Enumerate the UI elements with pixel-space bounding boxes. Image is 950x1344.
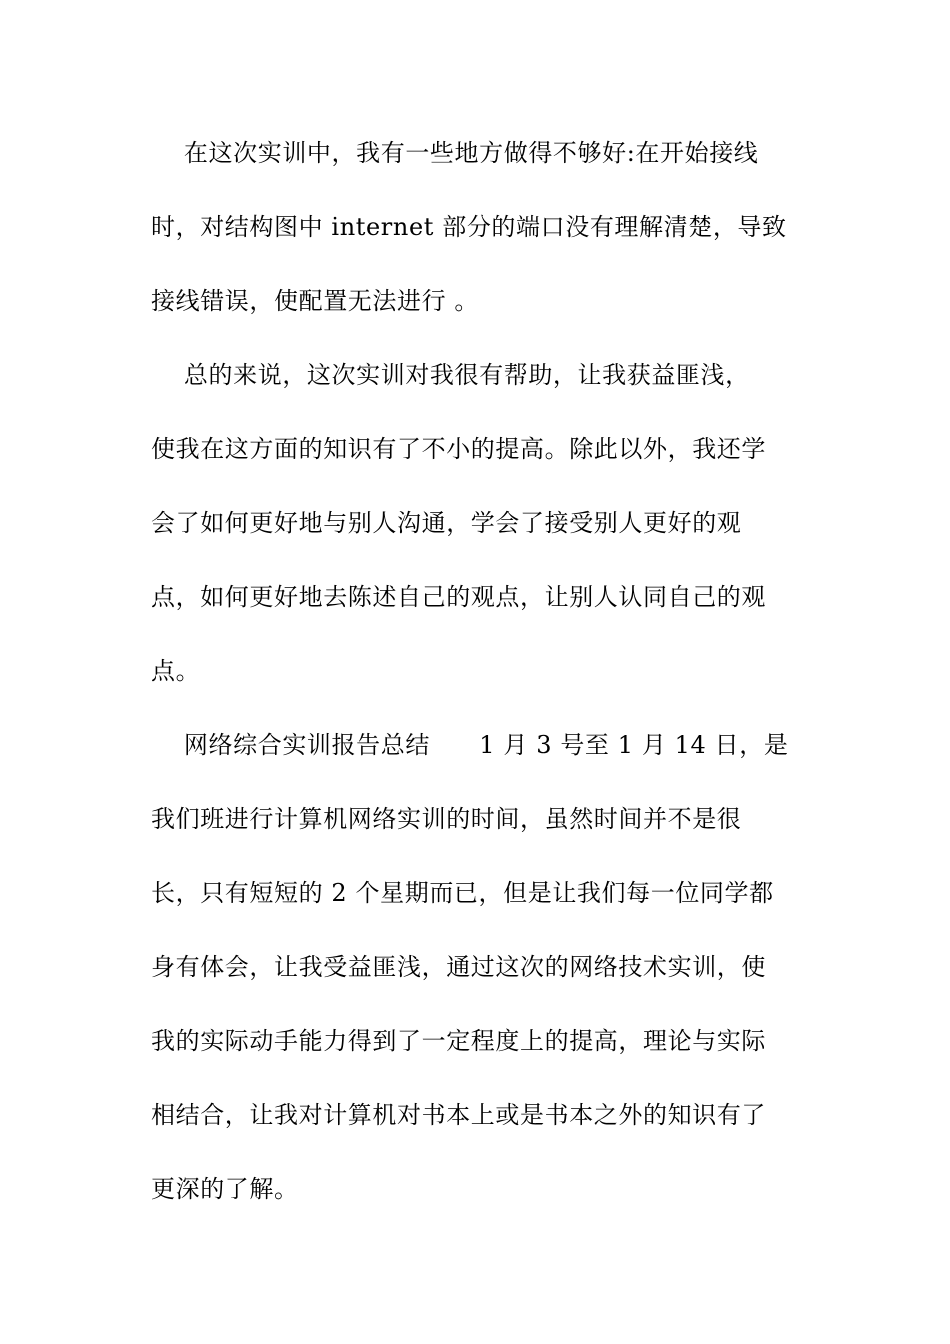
paragraph-2-line-5: 点。 [151, 657, 201, 685]
paragraph-2-line-3: 会了如何更好地与别人沟通，学会了接受别人更好的观 [151, 509, 742, 537]
paragraph-1-line-2: 时，对结构图中 internet 部分的端口没有理解清楚，导致 [151, 213, 787, 241]
paragraph-3-line-2: 我们班进行计算机网络实训的时间，虽然时间并不是很 [151, 805, 742, 833]
paragraph-3-line-4: 身有体会，让我受益匪浅，通过这次的网络技术实训，使 [151, 953, 766, 981]
paragraph-2-line-1: 总的来说，这次实训对我很有帮助，让我获益匪浅， [151, 361, 750, 389]
paragraph-3-line-1: 网络综合实训报告总结 1 月 3 号至 1 月 14 日，是 [151, 731, 789, 759]
paragraph-3-line-7: 更深的了解。 [151, 1175, 299, 1203]
paragraph-3-line-3: 长，只有短短的 2 个星期而已，但是让我们每一位同学都 [151, 879, 774, 907]
paragraph-3-line-6: 相结合，让我对计算机对书本上或是书本之外的知识有了 [151, 1101, 766, 1129]
paragraph-1-line-1: 在这次实训中，我有一些地方做得不够好:在开始接线 [151, 139, 759, 167]
paragraph-2-line-2: 使我在这方面的知识有了不小的提高。除此以外，我还学 [151, 435, 766, 463]
paragraph-2-line-4: 点，如何更好地去陈述自己的观点，让别人认同自己的观 [151, 583, 766, 611]
paragraph-3-line-5: 我的实际动手能力得到了一定程度上的提高，理论与实际 [151, 1027, 766, 1055]
paragraph-1-line-3: 接线错误，使配置无法进行 。 [151, 287, 480, 315]
